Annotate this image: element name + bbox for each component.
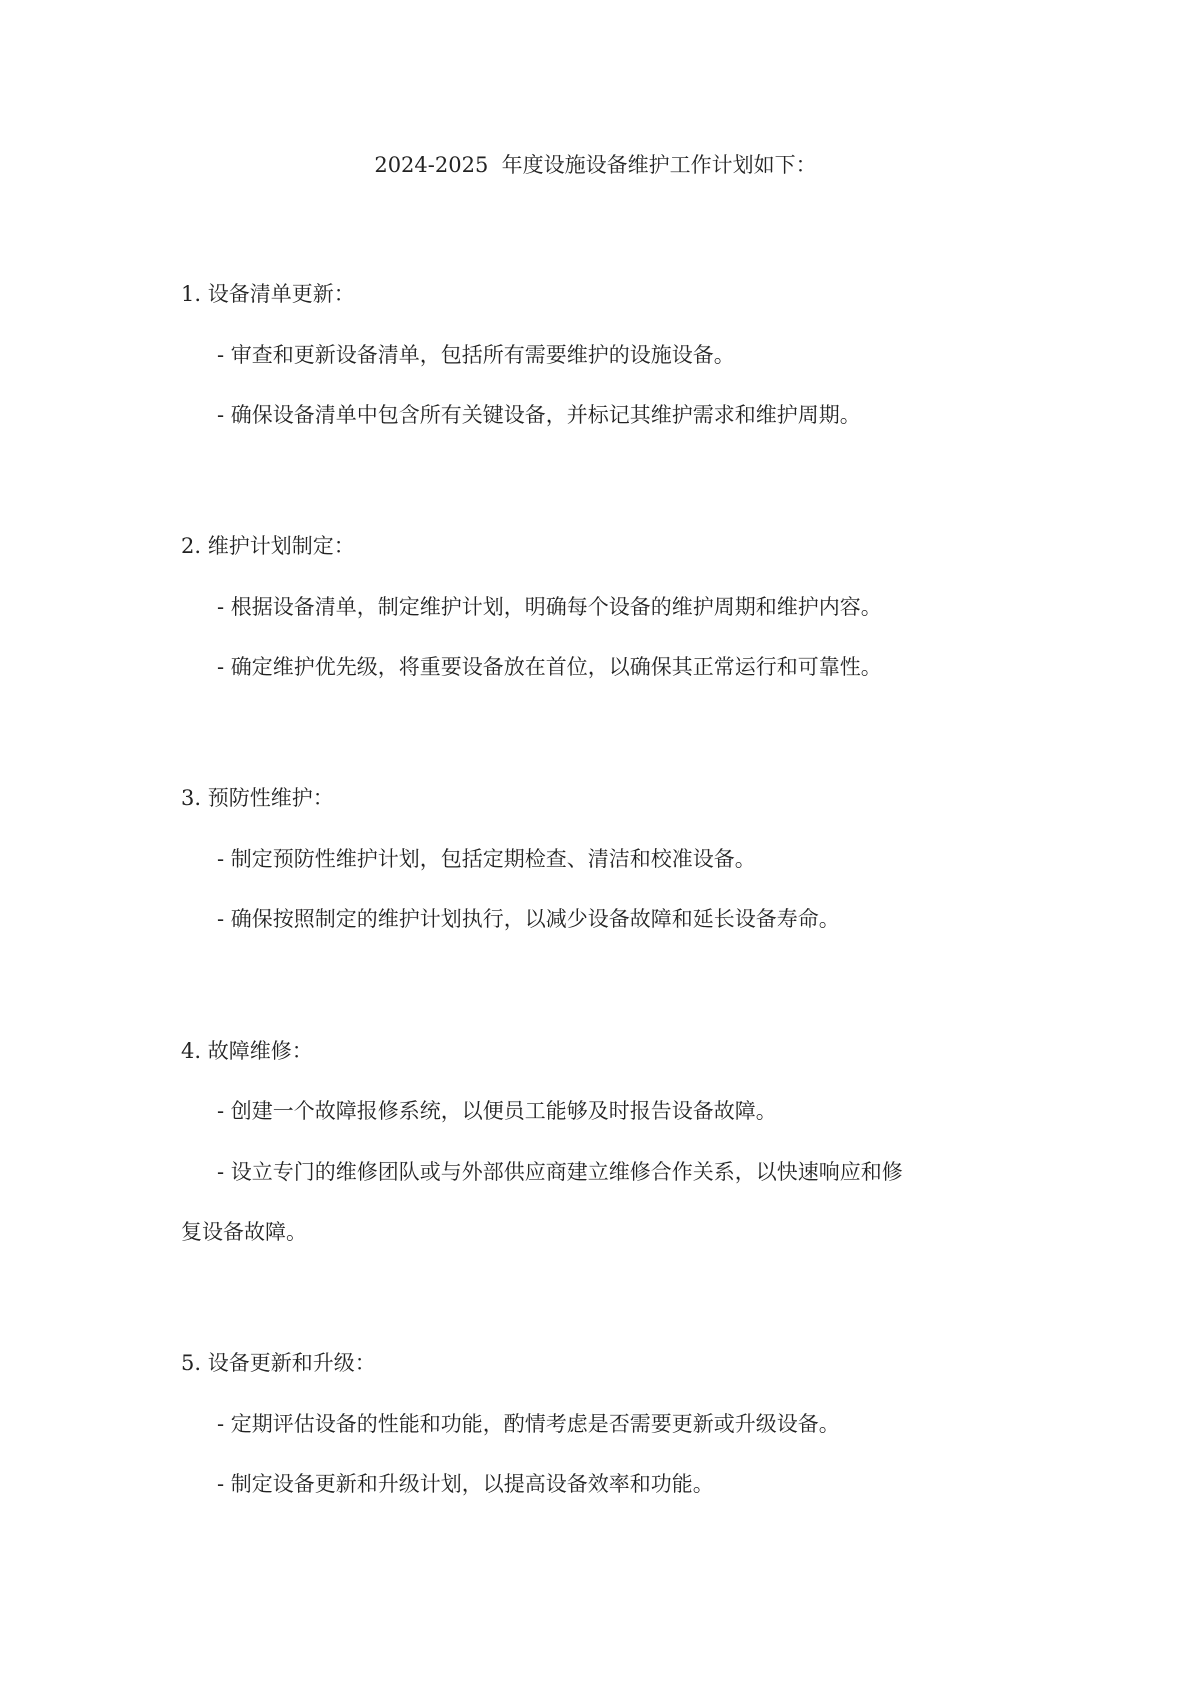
list-item-continuation: 复设备故障。 <box>181 1220 307 1244</box>
list-item: - 制定预防性维护计划，包括定期检查、清洁和校准设备。 <box>217 847 756 871</box>
list-item: - 制定设备更新和升级计划，以提高设备效率和功能。 <box>217 1472 714 1496</box>
list-item: - 设立专门的维修团队或与外部供应商建立维修合作关系，以快速响应和修 <box>217 1160 903 1184</box>
section-heading: 1. 设备清单更新： <box>181 282 355 306</box>
document-title: 2024-2025 年度设施设备维护工作计划如下： <box>374 153 817 177</box>
list-item: - 确保设备清单中包含所有关键设备，并标记其维护需求和维护周期。 <box>217 403 861 427</box>
section-heading: 3. 预防性维护： <box>181 786 334 810</box>
list-item: - 定期评估设备的性能和功能，酌情考虑是否需要更新或升级设备。 <box>217 1412 840 1436</box>
section-heading: 2. 维护计划制定： <box>181 534 355 558</box>
list-item: - 确保按照制定的维护计划执行，以减少设备故障和延长设备寿命。 <box>217 907 840 931</box>
list-item: - 创建一个故障报修系统，以便员工能够及时报告设备故障。 <box>217 1099 777 1123</box>
list-item: - 审查和更新设备清单，包括所有需要维护的设施设备。 <box>217 343 735 367</box>
section-heading: 4. 故障维修： <box>181 1039 313 1063</box>
list-item: - 根据设备清单，制定维护计划，明确每个设备的维护周期和维护内容。 <box>217 595 882 619</box>
section-heading: 5. 设备更新和升级： <box>181 1351 376 1375</box>
list-item: - 确定维护优先级，将重要设备放在首位，以确保其正常运行和可靠性。 <box>217 655 882 679</box>
